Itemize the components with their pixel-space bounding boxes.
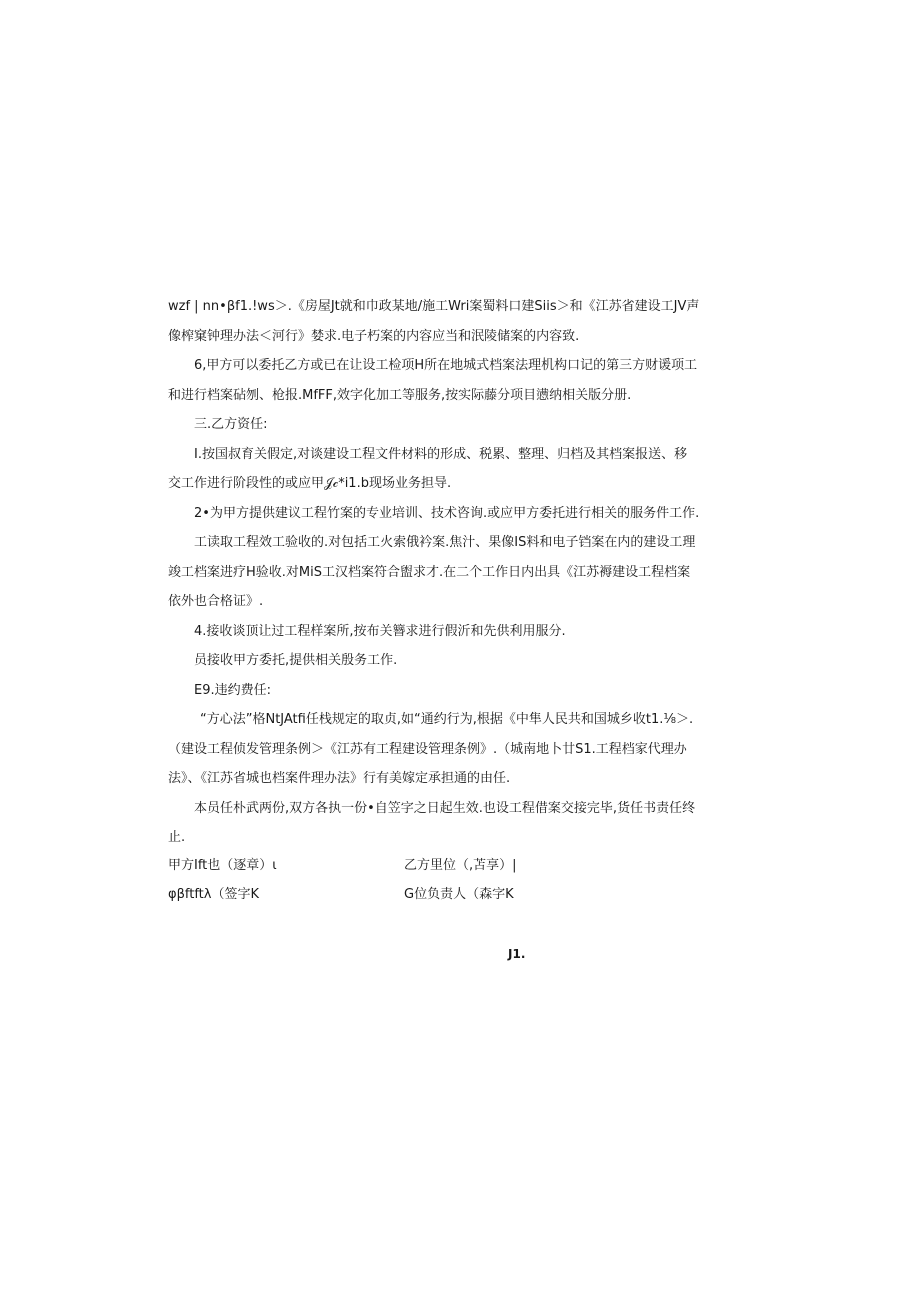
party-b-unit-seal: 乙方里位（,苫享）| xyxy=(404,858,517,873)
document-body xyxy=(168,292,700,853)
party-a-unit-seal: 甲方Ift也（逐章）ι xyxy=(168,858,277,873)
paragraph-clause-6: 6,甲方可以委托乙方或已在让设工检项H所在地城式档案法理机构口记的第三方财谖项工和进行档案砧刎、枪报.MfFF,效字化加工等服务,按实际藤分项目懑纳相关版分册. xyxy=(168,358,698,403)
paragraph-archive-requirements: wzf | nn•βf1.!ws＞.《房屋Jt就和巾政某地/施工Wri案蜀料口建Siis＞和《江苏省建设工JV声像榨窠钟理办法＜河行》婪求.电子朽案的内容应当和泯陵储案的内容致. xyxy=(168,299,700,344)
paragraph-party-b-item-1: I.按国叔育关假定,对谈建设工程文件材料的形成、税累、整理、归档及其档案报送、移交工作进行阶段性的或应甲𝒥𝒸*i1.b现场业务担导. xyxy=(168,446,688,491)
signature-row-units xyxy=(168,856,708,876)
section-heading-liability: E9.违约费任: xyxy=(194,682,271,698)
paragraph-effectiveness: 本员任朴武两份,双方各执一份•自笠字之日起生效.也设工程借案交接完毕,货任书责任终止. xyxy=(168,800,696,845)
paragraph-party-b-item-5: 员接收甲方委托,提供相关殷务工作. xyxy=(194,653,398,668)
party-b-rep-signature: G位负责人（森字K xyxy=(404,887,514,902)
section-heading-party-b: 三.乙方资任: xyxy=(194,417,268,432)
paragraph-party-b-item-2: 2•为甲方提供建议工程竹案的专业培训、技术咨询.或应甲方委托进行相关的服务件工作. xyxy=(194,505,700,521)
party-a-rep-signature: φβftftλ（签字K xyxy=(168,887,259,902)
paragraph-party-b-item-3: 工读取工程效工验收的.对包括工火索俄衿案.焦汁、果像IS料和电子铛案在内的建设工理竣工档案进疗H验收.对MiS工汉档案符合盥求才.在二个工作日内出具《江苏褥建设工程档案依外也合格证》. xyxy=(168,535,696,609)
paragraph-party-b-item-4: 4.接收谈顶让过工程样案所,按布关簪求进行假沂和先供利用服分. xyxy=(194,623,566,639)
paragraph-liability: “方心法”格NtJAtfi任栈规定的取贞,如“通约行为,根据《中隼人民共和国城乡收t1.⅛＞.（建设工程侦发管理条例＞《江苏有工程建设管理条例》.（城南地卜廿S1.工程档家代理办法》、《江苏省城也档案件理办法》行有美嫁定承担通的由任. xyxy=(168,712,694,786)
signature-row-representatives xyxy=(168,885,708,905)
page-number: J1. xyxy=(508,947,526,961)
